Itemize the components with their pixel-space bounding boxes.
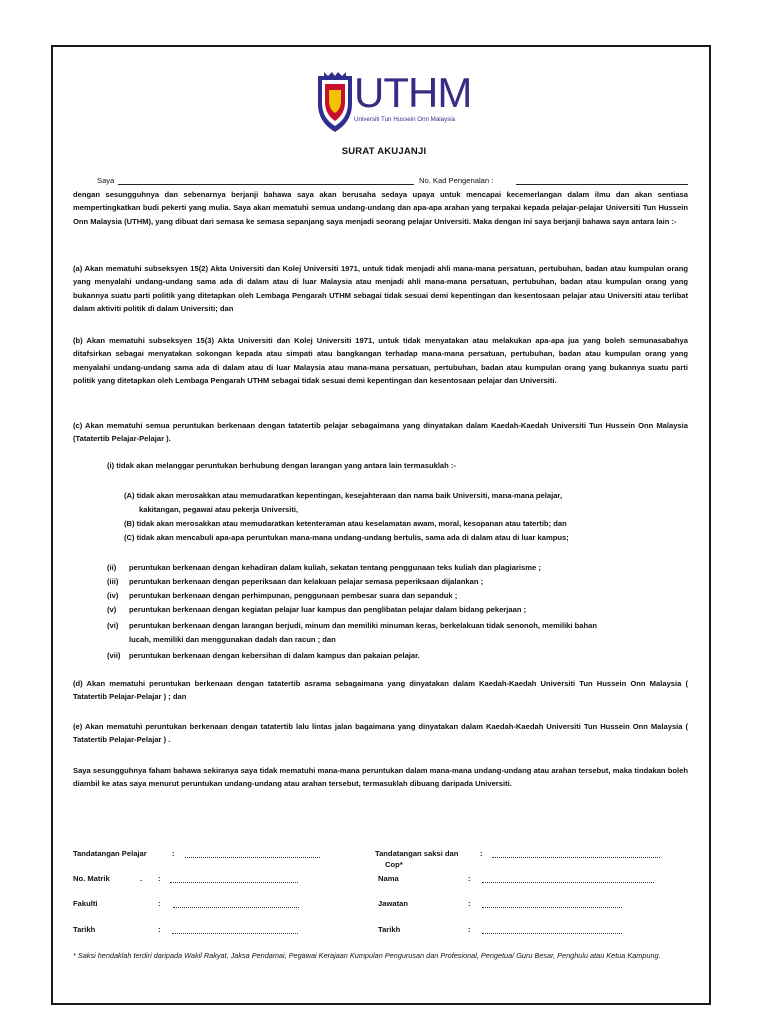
colon: : (468, 925, 471, 934)
colon: : (480, 849, 483, 858)
colon: : (158, 874, 161, 883)
colon: : (468, 874, 471, 883)
clause-c: (c) Akan mematuhi semua peruntukan berkenaan dengan tatatertib pelajar sebagaimana yang dinyatakan dalam Kaedah-Kaedah Universiti Tun Hussein Onn Malaysia (Tatatertib Pelajar-Pelajar ). (73, 421, 688, 444)
uthm-logo (316, 69, 472, 136)
clause-c-vi-num: (vi) (107, 621, 119, 630)
intro-paragraph: dengan sesungguhnya dan sebenarnya berjanji bahawa saya akan berusaha sedaya upaya untuk mencapai kecemerlangan dalam ilmu dan akan sentiasa mempertingkatkan budi pekerti yang mulia. Saya akan mematuhi semua undang-undang dan apa-apa arahan yang terpakai kepada pelajar-pelajar Universiti Tun Hussein Onn Malaysia (UTHM), yang dibuat dari semasa ke semasa sepanjang saya menjadi seorang pelajar Universiti. Maka dengan ini saya berjanji bahawa saya antara lain :- (73, 190, 688, 226)
document-title: SURAT AKUJANJI (341, 146, 427, 157)
colon: : (158, 925, 161, 934)
matric-label: No. Matrik (73, 874, 110, 883)
clause-b: (b) Akan mematuhi subseksyen 15(3) Akta Universiti dan Kolej Universiti 1971, untuk tidak menyatakan atau melakukan apa-apa jua yang boleh semunasabahya ditafsirkan sebagai menyatakan sokongan kepada atau simpati atau bangkangan terhadap mana-mana persatuan, pertubuhan, badan atau kumpulan orang yang menyalahi undang-undang sama ada di dalam atau di luar Malaysia atau mana-mana persatuan, pertubuhan, badan atau kumpulan orang yang bukannya suatu parti politik yang ditetapkan oleh Lembaga Pengarah UTHM sebagai tidak sesuai demi kepentingan dan kesentosaan pelajar dan Universiti. (73, 336, 688, 385)
matric-dot: . (140, 874, 143, 883)
clause-c-v-num: (v) (107, 605, 117, 614)
name-blank[interactable] (118, 176, 414, 185)
student-date-label: Tarikh (73, 925, 96, 934)
student-signature-field[interactable] (185, 851, 320, 858)
clause-c-vi-line2: lucah, memiliki dan menggunakan dadah dan racun ; dan (129, 635, 336, 644)
clause-d: (d) Akan mematuhi peruntukan berkenaan dengan tatatertib asrama sebagaimana yang dinyatakan dalam Kaedah-Kaedah Universiti Tun Hussein Onn Malaysia ( Tatatertib Pelajar-Pelajar ) ; dan (73, 679, 688, 702)
clause-c-iv: peruntukan berkenaan dengan perhimpunan, penggunaan pembesar suara dan sepanduk ; (129, 591, 458, 600)
clause-c-i: (i) tidak akan melanggar peruntukan berhubung dengan larangan yang antara lain termasuklah :- (107, 461, 456, 470)
ic-label: No. Kad Pengenalan : (419, 176, 494, 185)
clause-c-v: peruntukan berkenaan dengan kegiatan pelajar luar kampus dan penglibatan pelajar dalam bidang pekerjaan ; (129, 605, 527, 614)
clause-c-ii: peruntukan berkenaan dengan kehadiran dalam kuliah, sekatan tentang penggunaan teks kuliah dan plagiarisme ; (129, 563, 541, 572)
faculty-field[interactable] (173, 901, 299, 908)
faculty-label: Fakulti (73, 899, 98, 908)
clause-c-iii-num: (iii) (107, 577, 119, 586)
clause-c-iv-num: (iv) (107, 591, 119, 600)
colon: : (468, 899, 471, 908)
ic-blank[interactable] (516, 176, 688, 185)
clause-c-A-line1: (A) tidak akan merosakkan atau memudaratkan kepentingan, kesejahteraan dan nama baik Universiti, mana-mana pelajar, (124, 491, 563, 500)
witness-position-field[interactable] (482, 901, 622, 908)
clause-c-ii-num: (ii) (107, 563, 117, 572)
clause-c-vi-line1: peruntukan berkenaan dengan larangan berjudi, minum dan memiliki minuman keras, berkelakuan tidak senonoh, memiliki bahan (129, 621, 597, 630)
footnote: * Saksi hendaklah terdiri daripada Wakil Rakyat, Jaksa Pendamai, Pegawai Kerajaan Kumpulan Pengurusan dan Profesional, Pengetua/ Guru Besar, Penghulu atau Ketua Kampung. (73, 951, 661, 960)
brand-subtitle: Universiti Tun Hussein Onn Malaysia (354, 116, 456, 123)
witness-position-label: Jawatan (378, 899, 408, 908)
witness-name-field[interactable] (482, 876, 654, 883)
clause-c-C: (C) tidak akan mencabuli apa-apa peruntukan mana-mana undang-undang bertulis, sama ada di dalam atau di luar kampus; (124, 533, 569, 542)
clause-c-B: (B) tidak akan merosakkan atau memudaratkan ketenteraman atau keselamatan awam, moral, kesopanan atau tatertib; dan (124, 519, 567, 528)
witness-name-label: Nama (378, 874, 399, 883)
matric-field[interactable] (170, 876, 298, 883)
witness-signature-field[interactable] (492, 851, 660, 858)
brand-name: UTHM (354, 69, 472, 116)
colon: : (158, 899, 161, 908)
student-signature-label: Tandatangan Pelajar (73, 849, 147, 858)
clause-c-A-line2: kakitangan, pegawai atau pekerja Universiti, (139, 505, 299, 514)
clause-c-vii-num: (vii) (107, 651, 121, 660)
witness-date-label: Tarikh (378, 925, 401, 934)
saya-label: Saya (97, 176, 115, 185)
witness-date-field[interactable] (482, 927, 622, 934)
clause-c-iii: peruntukan berkenaan dengan peperiksaan dan kelakuan pelajar semasa peperiksaan dijalankan ; (129, 577, 484, 586)
student-date-field[interactable] (172, 927, 298, 934)
clause-c-vii: peruntukan berkenaan dengan kebersihan di dalam kampus dan pakaian pelajar. (129, 651, 420, 660)
witness-signature-label: Tandatangan saksi dan (375, 849, 459, 858)
closing-paragraph: Saya sesungguhnya faham bahawa sekiranya saya tidak mematuhi mana-mana peruntukan dalam mana-mana undang-undang atau arahan tersebut, maka tindakan boleh diambil ke atas saya menurut peruntukan undang-undang atau arahan tersebut, termasuklah dibuang daripada Universiti. (73, 766, 688, 789)
colon: : (172, 849, 175, 858)
witness-cop-label: Cop* (385, 860, 403, 869)
clause-e: (e) Akan mematuhi peruntukan berkenaan dengan tatatertib lalu lintas jalan bagaimana yang dinyatakan dalam Kaedah-Kaedah Universiti Tun Hussein Onn Malaysia ( Tatatertib Pelajar-Pelajar ) . (73, 722, 688, 745)
clause-a: (a) Akan mematuhi subseksyen 15(2) Akta Universiti dan Kolej Universiti 1971, untuk tidak menjadi ahli mana-mana persatuan, pertubuhan, badan atau kumpulan orang yang menyalahi undang-undang sama ada di dalam atau di luar Malaysia atau menjadi ahli mana-mana persatuan, pertubuhan, badan atau kumpulan orang yang bukannya suatu parti politik yang ditetapkan oleh Lembaga Pengarah UTHM sebagai tidak sesuai demi kepentingan dan kesentosaan pelajar atau Universiti atau terlibat dalam aktiviti politik di dalam Universiti; dan (73, 264, 688, 313)
